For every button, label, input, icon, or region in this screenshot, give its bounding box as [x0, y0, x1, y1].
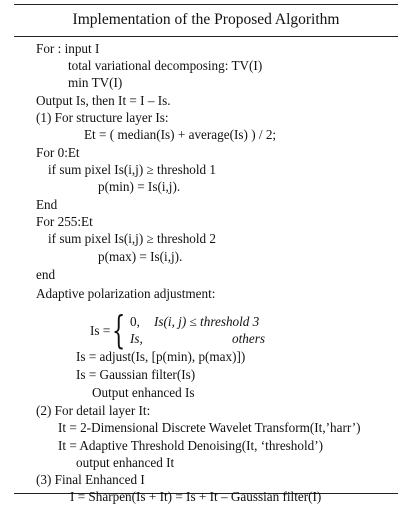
algo-line-16: Is = adjust(Is, [p(min), p(max)]): [76, 349, 246, 364]
algo-line-1: For : input I: [36, 41, 100, 56]
algorithm-table: [14, 4, 398, 504]
algo-line-11: For 255:Et: [36, 214, 93, 229]
title-divider: [14, 36, 398, 37]
algo-line-2: total variational decomposing: TV(I): [68, 58, 263, 73]
algo-line-17: Is = Gaussian filter(Is): [76, 367, 196, 382]
algo-line-15: Adaptive polarization adjustment:: [36, 286, 216, 301]
table-title: Implementation of the Proposed Algorithm: [72, 11, 340, 28]
case-1-value: 0,: [130, 314, 140, 329]
algo-line-20: It = 2-Dimensional Discrete Wavelet Transform(It,’harr’): [58, 420, 361, 435]
algo-line-22: output enhanced It: [76, 455, 175, 470]
algo-line-19: (2) For detail layer It:: [36, 403, 151, 418]
algo-line-21: It = Adaptive Threshold Denoising(It, ‘threshold’): [58, 438, 324, 453]
algo-line-3: min TV(I): [68, 75, 123, 90]
case-2-value: Is,: [130, 331, 143, 346]
piecewise-lhs: Is =: [90, 323, 111, 338]
case-1-condition: Is(i, j) ≤ threshold 3: [154, 314, 260, 329]
case-2-condition: others: [232, 331, 265, 346]
algo-line-8: if sum pixel Is(i,j) ≥ threshold 1: [48, 162, 217, 177]
algo-line-24: I = Sharpen(Is + It) = Is + It – Gaussian filter(I): [70, 489, 322, 504]
algo-line-14: end: [36, 267, 56, 282]
algo-line-12: if sum pixel Is(i,j) ≥ threshold 2: [48, 231, 217, 246]
algo-line-18: Output enhanced Is: [92, 385, 195, 400]
algo-line-10: End: [36, 197, 58, 212]
algo-line-4: Output Is, then It = I – Is.: [36, 93, 171, 108]
algo-line-9: p(min) = Is(i,j).: [98, 179, 181, 194]
piecewise-equation: [90, 308, 290, 352]
algo-line-7: For 0:Et: [36, 145, 80, 160]
left-brace: {: [112, 308, 126, 352]
algo-line-6: Et = ( median(Is) + average(Is) ) / 2;: [84, 127, 277, 142]
algo-line-5: (1) For structure layer Is:: [36, 110, 169, 125]
algo-line-23: (3) Final Enhanced I: [36, 472, 145, 487]
algo-line-13: p(max) = Is(i,j).: [98, 249, 183, 264]
